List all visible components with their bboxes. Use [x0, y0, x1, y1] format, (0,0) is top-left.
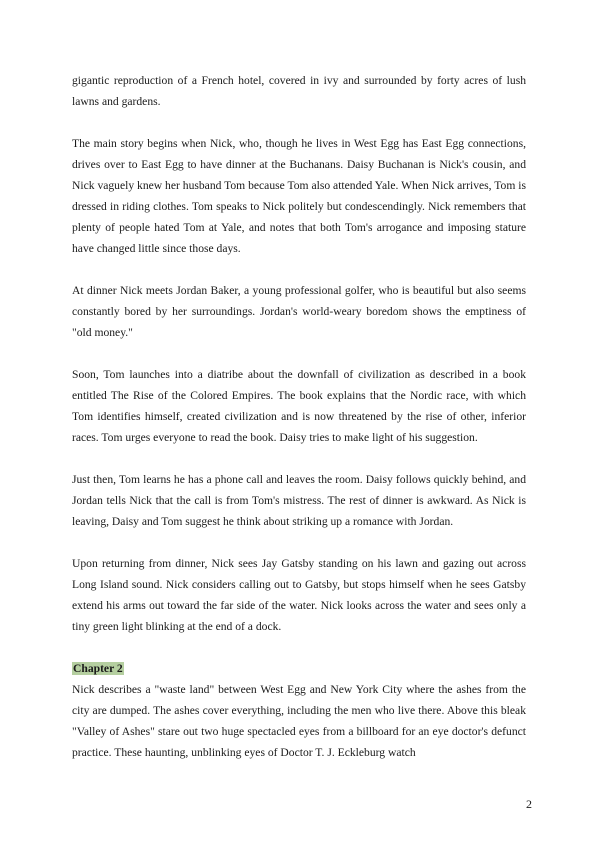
chapter-heading: [72, 658, 526, 679]
paragraph-green-light: Upon returning from dinner, Nick sees Jay Gatsby standing on his lawn and gazing out across Long Island sound. Nick considers calling out to Gatsby, but stops himself when he sees Gatsby extend his arms out toward the far side of the water. Nick looks across the water and sees only a tiny green light blinking at the end of a dock.: [72, 557, 526, 633]
paragraph-dinner-at-buchanans: The main story begins when Nick, who, though he lives in West Egg has East Egg connections, drives over to East Egg to have dinner at the Buchanans. Daisy Buchanan is Nick's cousin, and Nick vaguely knew her husband Tom because Tom also attended Yale. When Nick arrives, Tom is dressed in riding clothes. Tom speaks to Nick politely but condescendingly. Nick remembers that plenty of people hated Tom at Yale, and notes that both Tom's arrogance and imposing stature have changed little since those days.: [72, 137, 526, 255]
paragraph-hotel-continuation: gigantic reproduction of a French hotel, covered in ivy and surrounded by forty acres of lush lawns and gardens.: [72, 74, 526, 108]
paragraph-jordan-baker: At dinner Nick meets Jordan Baker, a young professional golfer, who is beautiful but also seems constantly bored by her surroundings. Jordan's world-weary boredom shows the emptiness of "old money.": [72, 284, 526, 339]
paragraph-valley-of-ashes: Nick describes a "waste land" between West Egg and New York City where the ashes from the city are dumped. The ashes cover everything, including the men who live there. Above this bleak "Valley of Ashes" stare out two huge spectacled eyes from a billboard for an eye doctor's defunct practice. These haunting, unblinking eyes of Doctor T. J. Eckleburg watch: [72, 683, 526, 759]
document-body: [72, 70, 526, 763]
paragraph-tom-diatribe: Soon, Tom launches into a diatribe about the downfall of civilization as described in a book entitled The Rise of the Colored Empires. The book explains that the Nordic race, with which Tom identifies himself, created civilization and is now threatened by the rise of other, inferior races. Tom urges everyone to read the book. Daisy tries to make light of his suggestion.: [72, 368, 526, 444]
page-number: 2: [526, 797, 532, 811]
chapter-heading-label: Chapter 2: [73, 662, 123, 675]
paragraph-phone-call: Just then, Tom learns he has a phone call and leaves the room. Daisy follows quickly behind, and Jordan tells Nick that the call is from Tom's mistress. The rest of dinner is awkward. As Nick is leaving, Daisy and Tom suggest he think about striking up a romance with Jordan.: [72, 473, 526, 528]
